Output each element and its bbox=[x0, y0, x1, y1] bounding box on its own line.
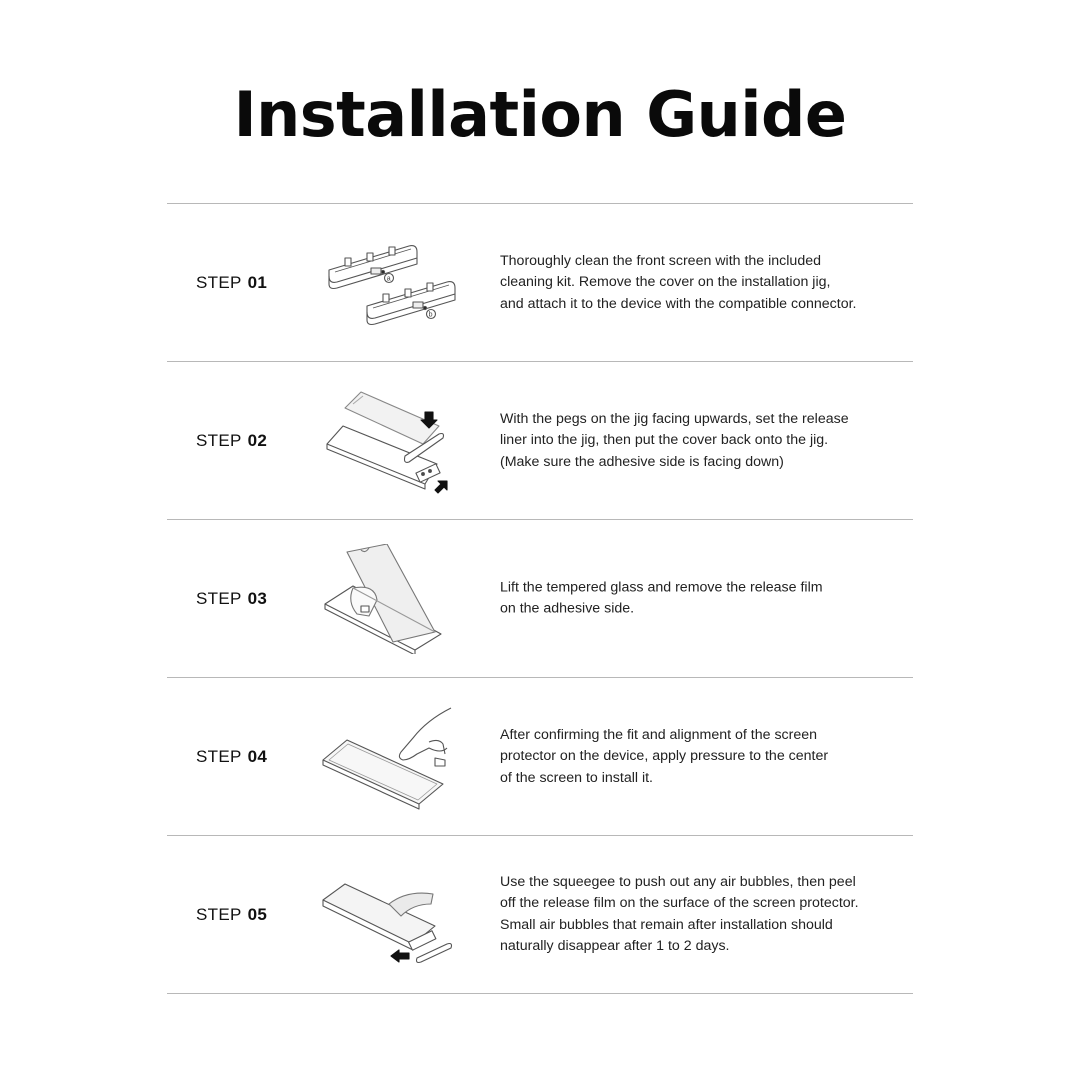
description-line: off the release film on the surface of the screen protector. bbox=[500, 895, 859, 911]
description-line: (Make sure the adhesive side is facing down) bbox=[500, 453, 784, 470]
installation-jig-icon bbox=[317, 228, 457, 338]
description-line: cleaning kit. Remove the cover on the installation jig, bbox=[500, 273, 831, 290]
step-number: 03 bbox=[247, 588, 268, 608]
description-line: Use the squeegee to push out any air bubbles, then peel bbox=[500, 873, 856, 890]
description-line: and attach it to the device with the compatible connector. bbox=[500, 295, 857, 312]
step-03 bbox=[167, 520, 913, 677]
step-number: 04 bbox=[247, 746, 268, 766]
step-number: 01 bbox=[247, 272, 268, 292]
description-line: liner into the jig, then put the cover back onto the jig. bbox=[500, 431, 829, 448]
step-description bbox=[500, 408, 900, 473]
lift-glass-icon bbox=[317, 544, 457, 654]
svg-text:b: b bbox=[428, 311, 433, 318]
step-label bbox=[196, 589, 267, 609]
svg-text:a: a bbox=[386, 275, 391, 282]
press-finger-icon bbox=[317, 702, 457, 812]
step-04 bbox=[167, 678, 913, 835]
step-description bbox=[500, 872, 900, 958]
description-line: on the adhesive side. bbox=[500, 600, 635, 617]
step-prefix: STEP bbox=[196, 746, 242, 766]
description-line: After confirming the fit and alignment of the screen bbox=[500, 726, 818, 743]
description-line: With the pegs on the jig facing upwards, set the release bbox=[500, 410, 849, 427]
step-label bbox=[196, 905, 267, 925]
step-label bbox=[196, 273, 267, 293]
description-line: protector on the device, apply pressure to the center bbox=[500, 747, 829, 764]
step-number: 02 bbox=[247, 430, 268, 450]
step-description bbox=[500, 724, 900, 789]
step-prefix: STEP bbox=[196, 272, 242, 292]
description-line: Small air bubbles that remain after installation should bbox=[500, 916, 833, 933]
step-label bbox=[196, 431, 267, 451]
step-05 bbox=[167, 836, 913, 993]
step-prefix: STEP bbox=[196, 904, 242, 924]
step-01 bbox=[167, 204, 913, 361]
description-line: naturally disappear after 1 to 2 days. bbox=[500, 938, 730, 954]
step-description bbox=[500, 250, 900, 315]
step-description bbox=[500, 577, 900, 620]
step-02 bbox=[167, 362, 913, 519]
description-line: Thoroughly clean the front screen with the included bbox=[500, 252, 821, 269]
release-liner-icon bbox=[317, 386, 457, 496]
step-number: 05 bbox=[247, 904, 268, 924]
step-label bbox=[196, 747, 267, 767]
page-title: Installation Guide bbox=[233, 78, 847, 151]
divider bbox=[167, 993, 913, 994]
peel-film-icon bbox=[317, 860, 457, 970]
description-line: Lift the tempered glass and remove the release film bbox=[500, 579, 823, 595]
step-prefix: STEP bbox=[196, 430, 242, 450]
description-line: of the screen to install it. bbox=[500, 769, 653, 786]
step-prefix: STEP bbox=[196, 588, 242, 608]
